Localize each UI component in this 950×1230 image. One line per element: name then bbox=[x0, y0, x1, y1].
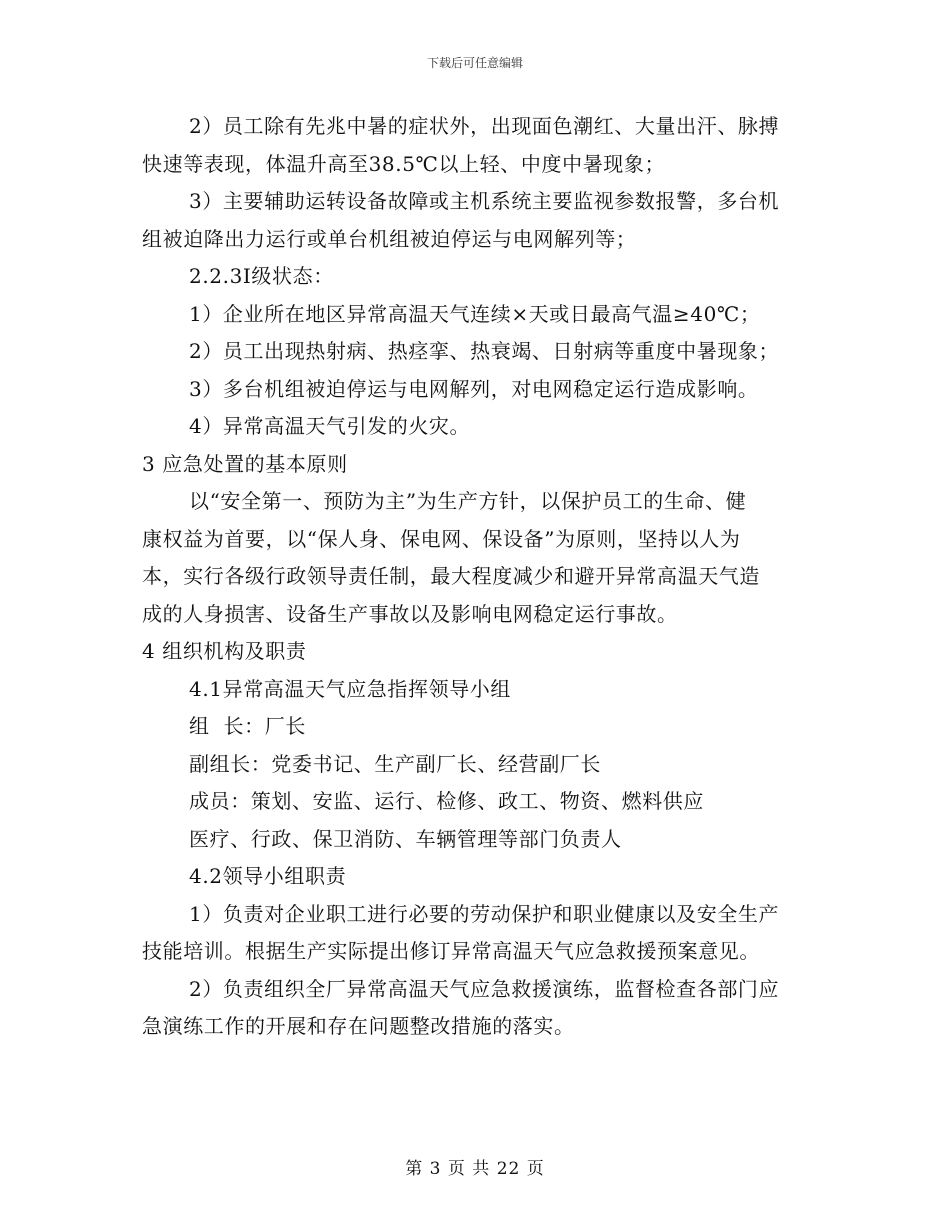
paragraph-line: 成的人身损害、设备生产事故以及影响电网稳定运行事故。 bbox=[142, 601, 678, 626]
paragraph-line: 本，实行各级行政领导责任制，最大程度减少和避开异常高温天气造 bbox=[142, 564, 760, 588]
paragraph-line: 3）主要辅助运转设备故障或主机系统主要监视参数报警，多台机 bbox=[189, 189, 780, 213]
header-note: 下载后可任意编辑 bbox=[426, 56, 523, 70]
section-heading: 3 应急处置的基本原则 bbox=[142, 451, 348, 476]
section-heading: 4.1异常高温天气应急指挥领导小组 bbox=[189, 676, 512, 701]
paragraph-line: 2）负责组织全厂异常高温天气应急救援演练，监督检查各部门应 bbox=[189, 976, 780, 1001]
paragraph-line: 2）员工除有先兆中暑的症状外，出现面色潮红、大量出汗、脉搏 bbox=[189, 114, 780, 138]
paragraph-line: 技能培训。根据生产实际提出修订异常高温天气应急救援预案意见。 bbox=[142, 939, 760, 963]
paragraph-line: 组被迫降出力运行或单台机组被迫停运与电网解列等； bbox=[142, 226, 637, 251]
paragraph-line: 副组长：党委书记、生产副厂长、经营副厂长 bbox=[189, 751, 601, 776]
section-heading: 4.2领导小组职责 bbox=[189, 864, 347, 888]
paragraph-line: 急演练工作的开展和存在问题整改措施的落实。 bbox=[142, 1014, 575, 1038]
paragraph-line: 成员：策划、安监、运行、检修、政工、物资、燃料供应 bbox=[189, 789, 704, 813]
paragraph-line: 以“安全第一、预防为主”为生产方针，以保护员工的生命、健 bbox=[189, 489, 747, 513]
paragraph-line: 康权益为首要，以“保人身、保电网、保设备”为原则，坚持以人为 bbox=[142, 526, 741, 551]
paragraph-line: 快速等表现，体温升高至38.5℃以上轻、中度中暑现象； bbox=[142, 151, 666, 176]
paragraph-line: 医疗、行政、保卫消防、车辆管理等部门负责人 bbox=[189, 826, 622, 851]
paragraph-line: 组 长：厂长 bbox=[189, 714, 306, 738]
section-heading: 4 组织机构及职责 bbox=[142, 639, 307, 663]
page-number: 第 3 页 共 22 页 bbox=[405, 1159, 545, 1179]
section-heading: 2.2.3Ⅰ级状态： bbox=[189, 264, 334, 288]
document-body bbox=[142, 108, 810, 1046]
paragraph-line: 2）员工出现热射病、热痉挛、热衰竭、日射病等重度中暑现象； bbox=[189, 339, 780, 363]
paragraph-line: 1）企业所在地区异常高温天气连续×天或日最高气温≥40℃； bbox=[189, 301, 761, 326]
paragraph-line: 1）负责对企业职工进行必要的劳动保护和职业健康以及安全生产 bbox=[189, 901, 780, 926]
paragraph-line: 3）多台机组被迫停运与电网解列，对电网稳定运行造成影响。 bbox=[189, 376, 759, 401]
paragraph-line: 4）异常高温天气引发的火灾。 bbox=[189, 414, 471, 438]
